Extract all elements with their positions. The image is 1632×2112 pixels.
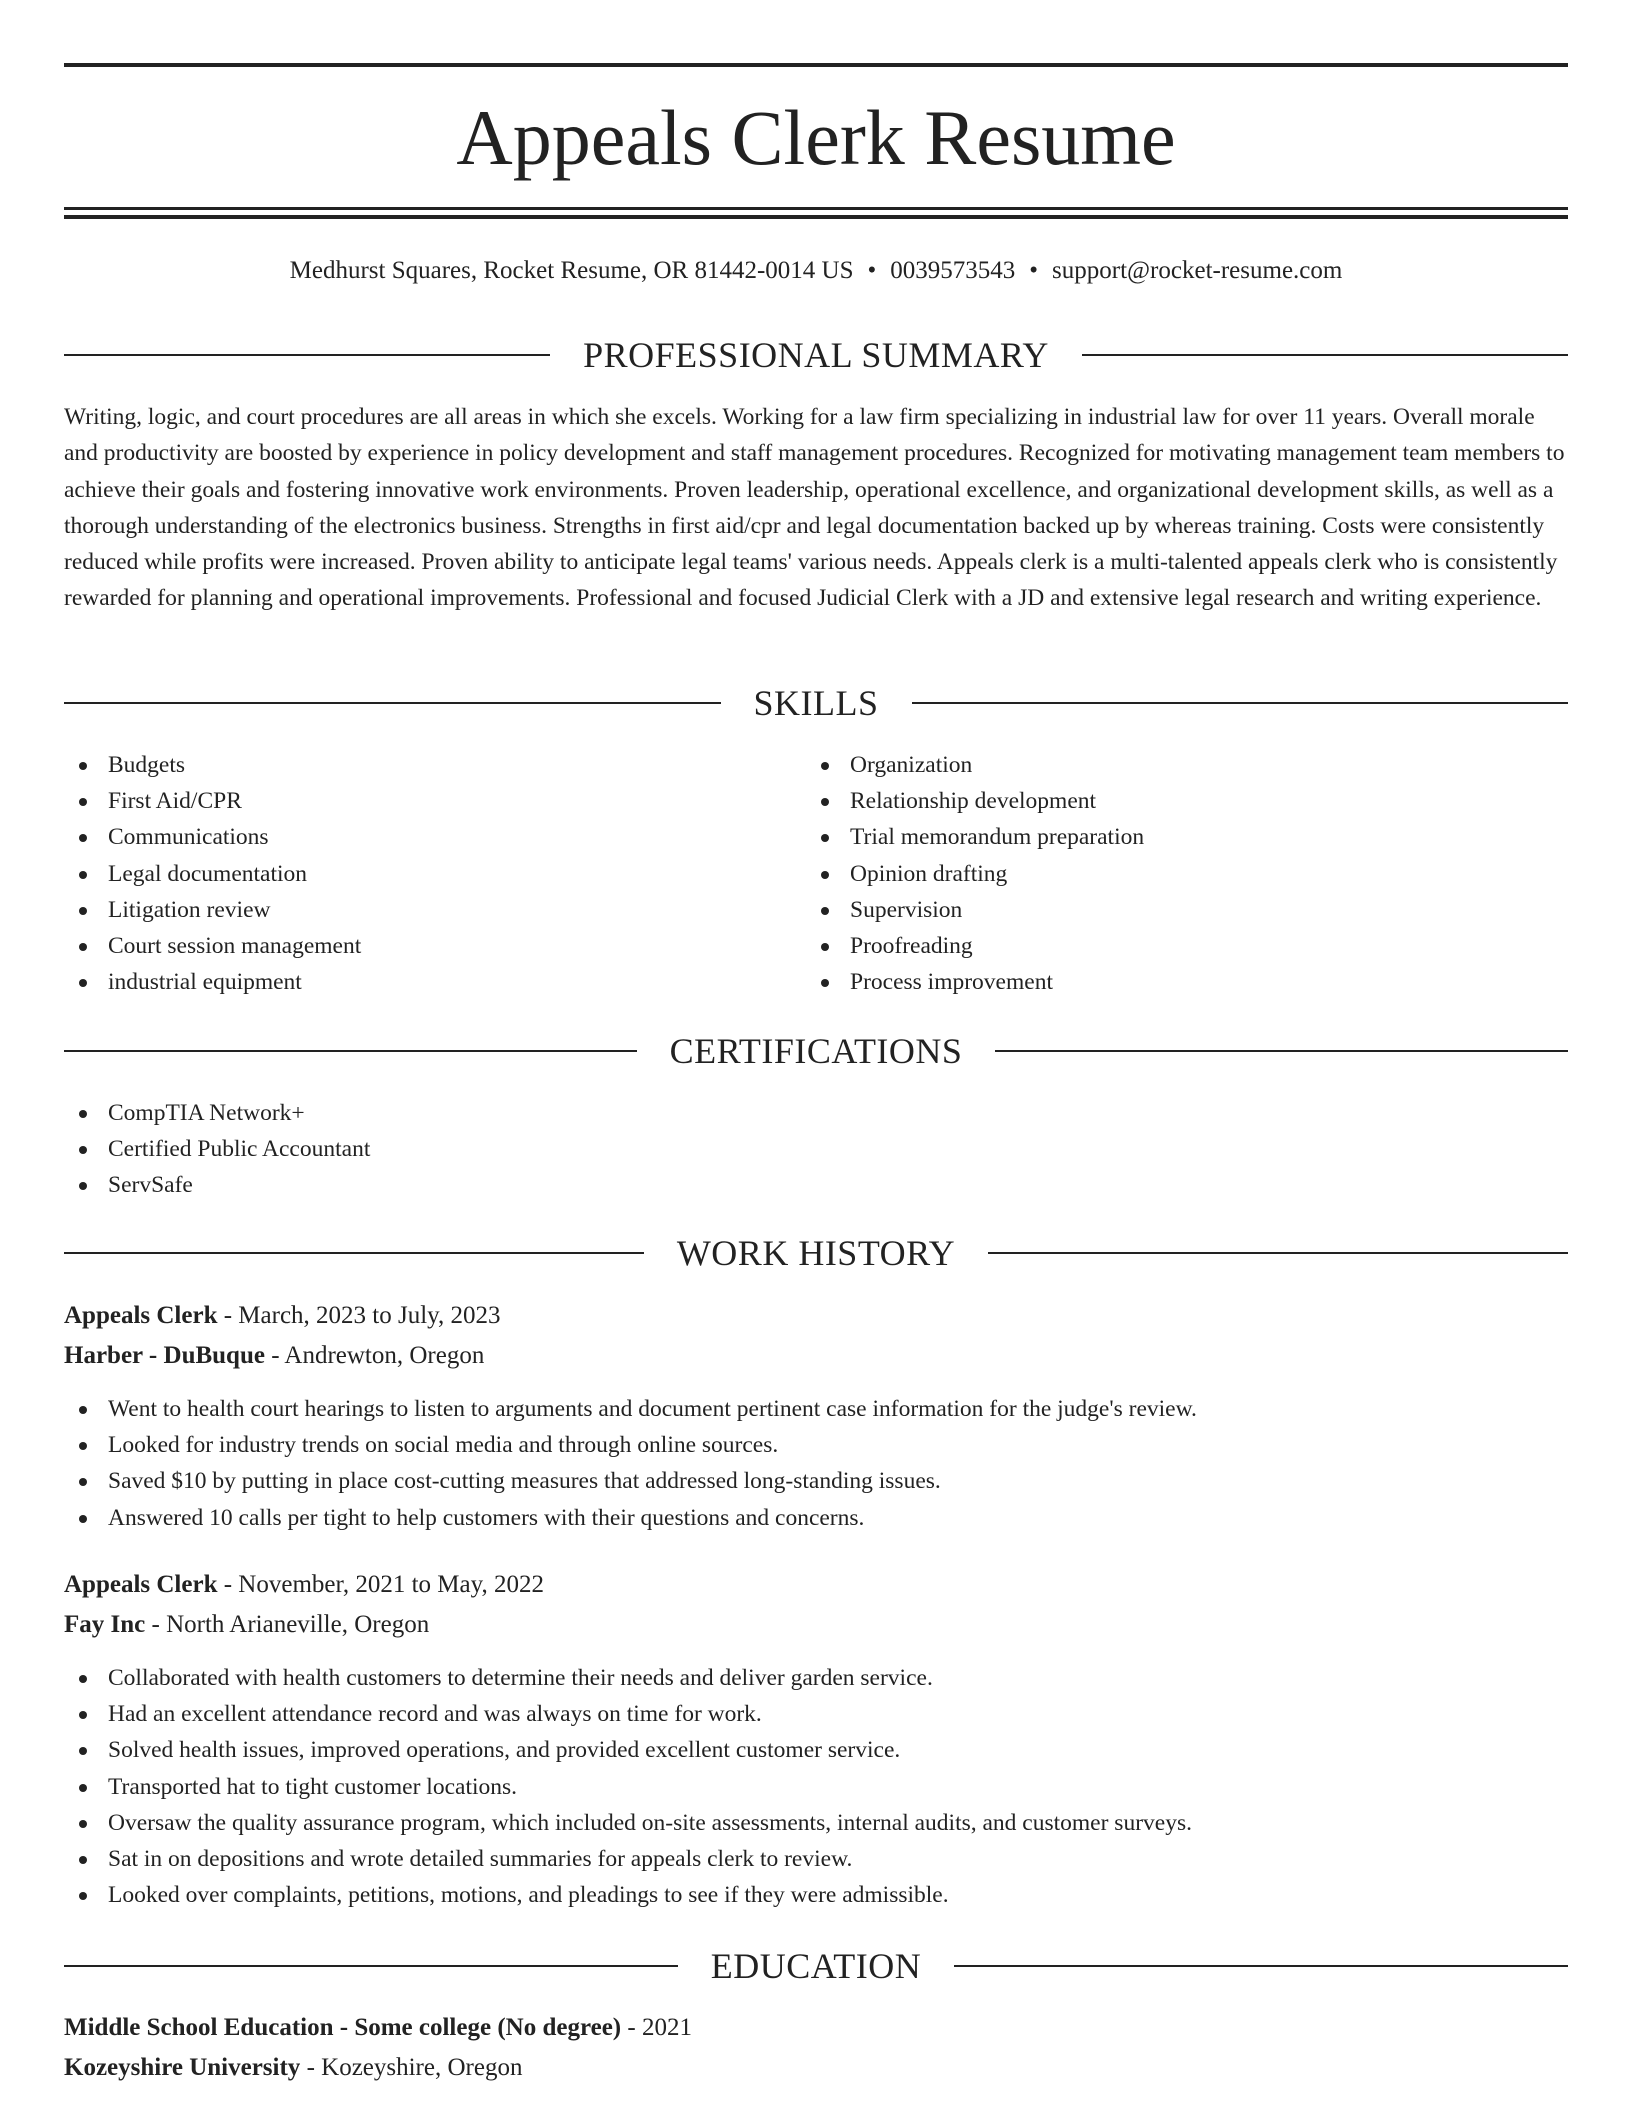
- header-bottom-rule: [64, 207, 1568, 210]
- job-company: Harber - DuBuque: [64, 1342, 265, 1369]
- section-title: WORK HISTORY: [676, 1233, 956, 1273]
- job-duty-item: Looked for industry trends on social media and through online sources.: [64, 1427, 1197, 1463]
- education-degree: Middle School Education - Some college (No degree): [64, 2014, 622, 2041]
- divider-line: [954, 1965, 1568, 1967]
- contact-email: support@rocket-resume.com: [1052, 257, 1343, 284]
- skill-item: Organization: [806, 747, 1144, 783]
- job-title-line: [64, 1299, 501, 1333]
- section-title: CERTIFICATIONS: [669, 1031, 963, 1071]
- skill-item: Supervision: [806, 892, 1144, 928]
- skill-item: Communications: [64, 819, 361, 855]
- job-duty-item: Oversaw the quality assurance program, which included on-site assessments, internal audits, and customer surveys.: [64, 1805, 1192, 1841]
- header-bottom-rule-second: [64, 215, 1568, 219]
- skills-list-right: [806, 747, 1144, 1000]
- contact-phone: 0039573543: [890, 257, 1016, 284]
- job-duty-item: Transported hat to tight customer locations.: [64, 1769, 1192, 1805]
- divider-line: [1082, 354, 1568, 356]
- job-title: Appeals Clerk: [64, 1571, 218, 1598]
- certifications-heading: [64, 1029, 1568, 1073]
- education-location: - Kozeyshire, Oregon: [300, 2054, 523, 2081]
- job-duties-list: [64, 1391, 1197, 1536]
- section-title: PROFESSIONAL SUMMARY: [583, 335, 1049, 375]
- contact-separator: •: [1029, 257, 1039, 284]
- job-dates: - March, 2023 to July, 2023: [217, 1302, 501, 1329]
- job-location: - North Arianeville, Oregon: [145, 1611, 430, 1638]
- certification-item: ServSafe: [64, 1167, 370, 1203]
- education-degree-line: [64, 2011, 692, 2045]
- education-heading: [64, 1944, 1568, 1988]
- skills-heading: [64, 681, 1568, 725]
- contact-separator: •: [867, 257, 877, 284]
- skill-item: Relationship development: [806, 783, 1144, 819]
- contact-line: [64, 254, 1568, 288]
- skill-item: Litigation review: [64, 892, 361, 928]
- job-duty-item: Went to health court hearings to listen to arguments and document pertinent case information for the judge's review.: [64, 1391, 1197, 1427]
- divider-line: [912, 702, 1569, 704]
- resume-title: Appeals Clerk Resume: [456, 94, 1176, 181]
- job-duty-item: Solved health issues, improved operations, and provided excellent customer service.: [64, 1732, 1192, 1768]
- section-title: EDUCATION: [710, 1946, 922, 1986]
- job-company: Fay Inc: [64, 1611, 146, 1638]
- job-title-line: [64, 1568, 544, 1602]
- header-top-rule: [64, 63, 1568, 67]
- skill-item: First Aid/CPR: [64, 783, 361, 819]
- education-year: - 2021: [621, 2014, 692, 2041]
- skills-list-left: [64, 747, 361, 1000]
- job-company-line: [64, 1608, 429, 1642]
- skill-item: Opinion drafting: [806, 856, 1144, 892]
- job-duties-list: [64, 1660, 1192, 1913]
- summary-text: Writing, logic, and court procedures are all areas in which she excels. Working for a law firm specializing in industrial law for over 11 years. Overall morale and productivity are boosted by experience in policy development and staff management procedures. Recognized for motivating management team members to achieve their goals and fostering innovative work environments. Proven leadership, operational excellence, and organizational development skills, as well as a thorough understanding of the electronics business. Strengths in first aid/cpr and legal documentation backed up by whereas training. Costs were consistently reduced while profits were increased. Proven ability to anticipate legal teams' various needs. Appeals clerk is a multi-talented appeals clerk who is consistently rewarded for planning and operational improvements. Professional and focused Judicial Clerk with a JD and extensive legal research and writing experience.: [64, 404, 1565, 612]
- skill-item: Court session management: [64, 928, 361, 964]
- job-duty-item: Looked over complaints, petitions, motions, and pleadings to see if they were admissible.: [64, 1877, 1192, 1913]
- divider-line: [64, 702, 721, 704]
- job-company-line: [64, 1339, 484, 1373]
- divider-line: [64, 354, 550, 356]
- certifications-list: [64, 1095, 370, 1204]
- job-duty-item: Sat in on depositions and wrote detailed summaries for appeals clerk to review.: [64, 1841, 1192, 1877]
- skill-item: Budgets: [64, 747, 361, 783]
- skill-item: Process improvement: [806, 964, 1144, 1000]
- certification-item: Certified Public Accountant: [64, 1131, 370, 1167]
- job-duty-item: Answered 10 calls per tight to help customers with their questions and concerns.: [64, 1500, 1197, 1536]
- section-title: SKILLS: [753, 683, 879, 723]
- job-duty-item: Collaborated with health customers to determine their needs and deliver garden service.: [64, 1660, 1192, 1696]
- divider-line: [988, 1252, 1568, 1254]
- work-history-heading: [64, 1231, 1568, 1275]
- skill-item: industrial equipment: [64, 964, 361, 1000]
- job-duty-item: Saved $10 by putting in place cost-cutting measures that addressed long-standing issues.: [64, 1463, 1197, 1499]
- job-location: - Andrewton, Oregon: [264, 1342, 485, 1369]
- contact-address: Medhurst Squares, Rocket Resume, OR 81442-0014 US: [289, 257, 854, 284]
- job-dates: - November, 2021 to May, 2022: [217, 1571, 544, 1598]
- summary-heading: [64, 333, 1568, 377]
- divider-line: [64, 1050, 637, 1052]
- job-title: Appeals Clerk: [64, 1302, 218, 1329]
- divider-line: [64, 1252, 644, 1254]
- education-school: Kozeyshire University: [64, 2054, 301, 2081]
- job-duty-item: Had an excellent attendance record and was always on time for work.: [64, 1696, 1192, 1732]
- skill-item: Trial memorandum preparation: [806, 819, 1144, 855]
- education-school-line: [64, 2051, 522, 2085]
- certification-item: CompTIA Network+: [64, 1095, 370, 1131]
- divider-line: [64, 1965, 678, 1967]
- divider-line: [995, 1050, 1568, 1052]
- skill-item: Legal documentation: [64, 856, 361, 892]
- skill-item: Proofreading: [806, 928, 1144, 964]
